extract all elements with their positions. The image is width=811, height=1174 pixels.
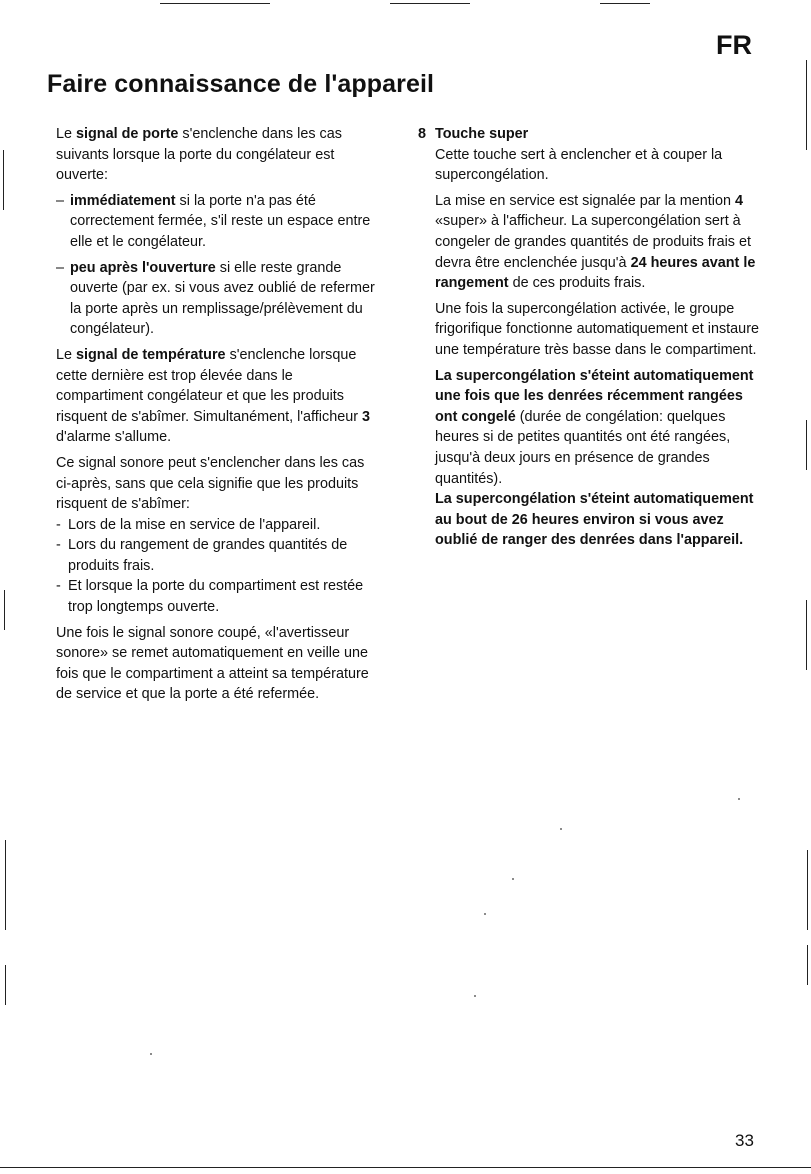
list-dash: - <box>56 537 61 554</box>
list-dash: - <box>56 578 61 595</box>
top-scan-line <box>160 3 270 4</box>
list-item: - Et lorsque la porte du compartiment est restée trop longtemps ouverte. <box>56 576 376 617</box>
list-dash: – <box>56 192 65 209</box>
buzzer-reset-paragraph: Une fois le signal sonore coupé, «l'avertisseur sonore» se remet automatiquement en veille une fois que le compartiment a atteint sa température de service et que la porte a été refermée. <box>56 624 369 703</box>
scan-speck <box>474 995 476 997</box>
key-number: 8 <box>418 126 427 142</box>
scan-speck <box>484 913 486 915</box>
scan-speck <box>560 828 562 830</box>
left-scan-mark <box>5 965 6 1005</box>
left-scan-mark <box>5 840 6 930</box>
alarm-cases-paragraph: Ce signal sonore peut s'enclencher dans les cas ci-après, sans que cela signifie que les produits risquent de s'abîmer: <box>56 454 365 513</box>
right-scan-mark <box>807 850 808 930</box>
list-item: – immédiatement si la porte n'a pas été correctement fermée, s'il reste un espace entre elle et le congélateur. <box>56 191 376 253</box>
scan-speck <box>150 1053 152 1055</box>
door-signal-term: signal de porte <box>76 126 179 142</box>
right-scan-mark <box>806 600 807 670</box>
list-item: – peu après l'ouverture si elle reste grande ouverte (par ex. si vous avez oublié de refermer la porte après un remplissage/prélèvement du congélateur). <box>56 258 376 340</box>
scan-speck <box>512 878 514 880</box>
list-item: - Lors du rangement de grandes quantités de produits frais. <box>56 535 376 576</box>
left-scan-mark <box>3 150 4 210</box>
super-key-paragraph: Cette touche sert à enclencher et à couper la supercongélation. <box>435 146 723 184</box>
page-number: 33 <box>735 1131 754 1150</box>
door-signal-paragraph: Le signal de porte s'enclenche dans les cas suivants lorsque la porte du congélateur est ouverte: <box>56 126 342 184</box>
super-display-paragraph: La mise en service est signalée par la mention 4 «super» à l'afficheur. La supercongélation sert à congeler de grandes quantités de produits frais et devra être enclenchée jusqu'à 24 heures avant le rangement de ces produits frais. <box>435 192 756 292</box>
right-scan-mark <box>806 420 807 470</box>
language-code: FR <box>716 30 752 60</box>
list-dash: - <box>56 516 61 533</box>
left-scan-mark <box>4 590 5 630</box>
section-heading: 8 Touche super <box>418 124 763 145</box>
compressor-paragraph: Une fois la supercongélation activée, le groupe frigorifique fonctionne automatiquement et instaure une température très basse dans le compartiment. <box>435 300 759 358</box>
scan-speck <box>738 798 740 800</box>
temperature-signal-paragraph: Le signal de température s'enclenche lorsque cette dernière est trop élevée dans le compartiment congélateur et que les produits risquent de s'abîmer. Simultanément, l'afficheur 3 d'alarme s'allume. <box>56 346 371 446</box>
temperature-signal-term: signal de température <box>76 346 226 363</box>
right-scan-mark <box>807 945 808 985</box>
bottom-scan-line <box>0 1167 811 1168</box>
top-scan-line <box>600 3 650 4</box>
right-column <box>418 124 763 551</box>
auto-off-26h-paragraph: La supercongélation s'éteint automatiquement au bout de 26 heures environ si vous avez oublié de ranger des denrées dans l'appareil. <box>435 491 754 549</box>
auto-off-paragraph: La supercongélation s'éteint automatiquement une fois que les denrées récemment rangées ont congelé (durée de congélation: quelques heures si de petites quantités ont été rangées, jusqu'à deux jours en présence de grandes quantités). <box>435 367 754 487</box>
right-scan-mark <box>806 60 807 150</box>
list-item: - Lors de la mise en service de l'appareil. <box>56 515 376 536</box>
list-dash: – <box>56 259 65 276</box>
page-title: Faire connaissance de l'appareil <box>47 70 435 98</box>
top-scan-line <box>390 3 470 4</box>
left-column <box>56 124 376 705</box>
